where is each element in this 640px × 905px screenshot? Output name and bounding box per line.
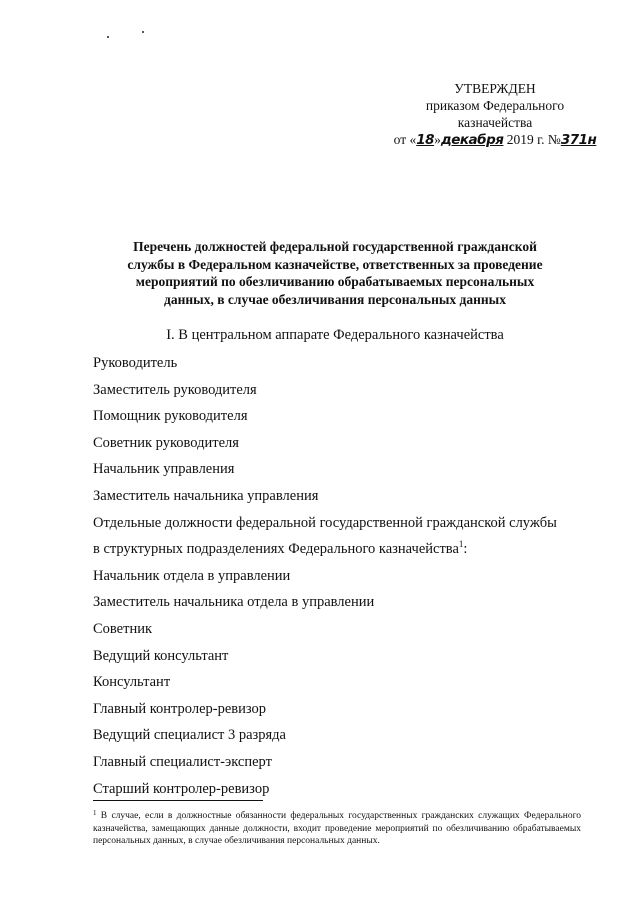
position-item: Советник руководителя: [93, 434, 239, 451]
section-heading: I. В центральном аппарате Федерального казначейства: [166, 327, 504, 343]
title-line-1: Перечень должностей федеральной государственной гражданской: [133, 239, 537, 254]
position-item: Старший контролер-ревизор: [93, 780, 270, 797]
handwritten-month: декабря: [440, 132, 504, 148]
position-item: Заместитель руководителя: [93, 381, 257, 398]
position-item: Руководитель: [93, 355, 178, 371]
scan-speck: [142, 31, 144, 33]
position-item: Ведущий специалист 3 разряда: [93, 727, 286, 744]
footnote-text: В случае, если в должностные обязанности федеральных государственных гражданских служащих Федерального казначейства, замещающих данные должности, входит проведение мероприятий по обезличиванию обрабатываемых персональных данных, в случае обезличивания персональных данных.: [93, 811, 581, 846]
footnote-marker: 1: [93, 809, 97, 817]
handwritten-order-number: 371н: [560, 132, 597, 148]
scan-speck: [107, 36, 109, 38]
footnote-divider: [93, 800, 263, 801]
date-prefix: от «: [393, 132, 417, 147]
position-item: Советник: [93, 620, 153, 637]
footnote: [93, 810, 581, 848]
footnote-reference-colon: :: [463, 541, 468, 558]
approval-date-line: [390, 131, 600, 149]
footnote-reference: 1: [458, 539, 464, 550]
position-item: Ведущий консультант: [93, 647, 229, 664]
position-item: Отдельные должности федеральной государственной гражданской службы: [93, 514, 557, 531]
title-line-3: мероприятий по обезличиванию обрабатываемых персональных: [135, 274, 535, 289]
position-item: Главный специалист-эксперт: [93, 753, 272, 770]
date-separator: »: [434, 132, 441, 147]
title-line-2: службы в Федеральном казначействе, ответственных за проведение: [127, 256, 543, 272]
approval-line-1: приказом Федерального: [425, 98, 565, 113]
handwritten-day: 18: [416, 132, 435, 148]
position-item: Начальник управления: [93, 461, 235, 478]
document-title: [90, 238, 580, 308]
position-item: Главный контролер-ревизор: [93, 700, 267, 717]
position-item: Заместитель начальника отдела в управлении: [93, 594, 375, 611]
year-and-number-label: 2019 г. №: [503, 132, 561, 147]
position-item: Начальник отдела в управлении: [93, 567, 291, 584]
position-item: Консультант: [93, 674, 171, 691]
approval-heading: УТВЕРЖДЕН: [454, 81, 536, 96]
position-item: Помощник руководителя: [93, 408, 248, 425]
approval-block: [390, 80, 600, 149]
approval-line-2: казначейства: [457, 115, 533, 130]
position-item-text: в структурных подразделениях Федерального казначейства: [93, 541, 459, 558]
title-line-4: данных, в случае обезличивания персональных данных: [164, 291, 506, 307]
positions-list: [93, 354, 593, 806]
position-item: Заместитель начальника управления: [93, 487, 319, 504]
position-item-with-footnote: [93, 540, 593, 567]
